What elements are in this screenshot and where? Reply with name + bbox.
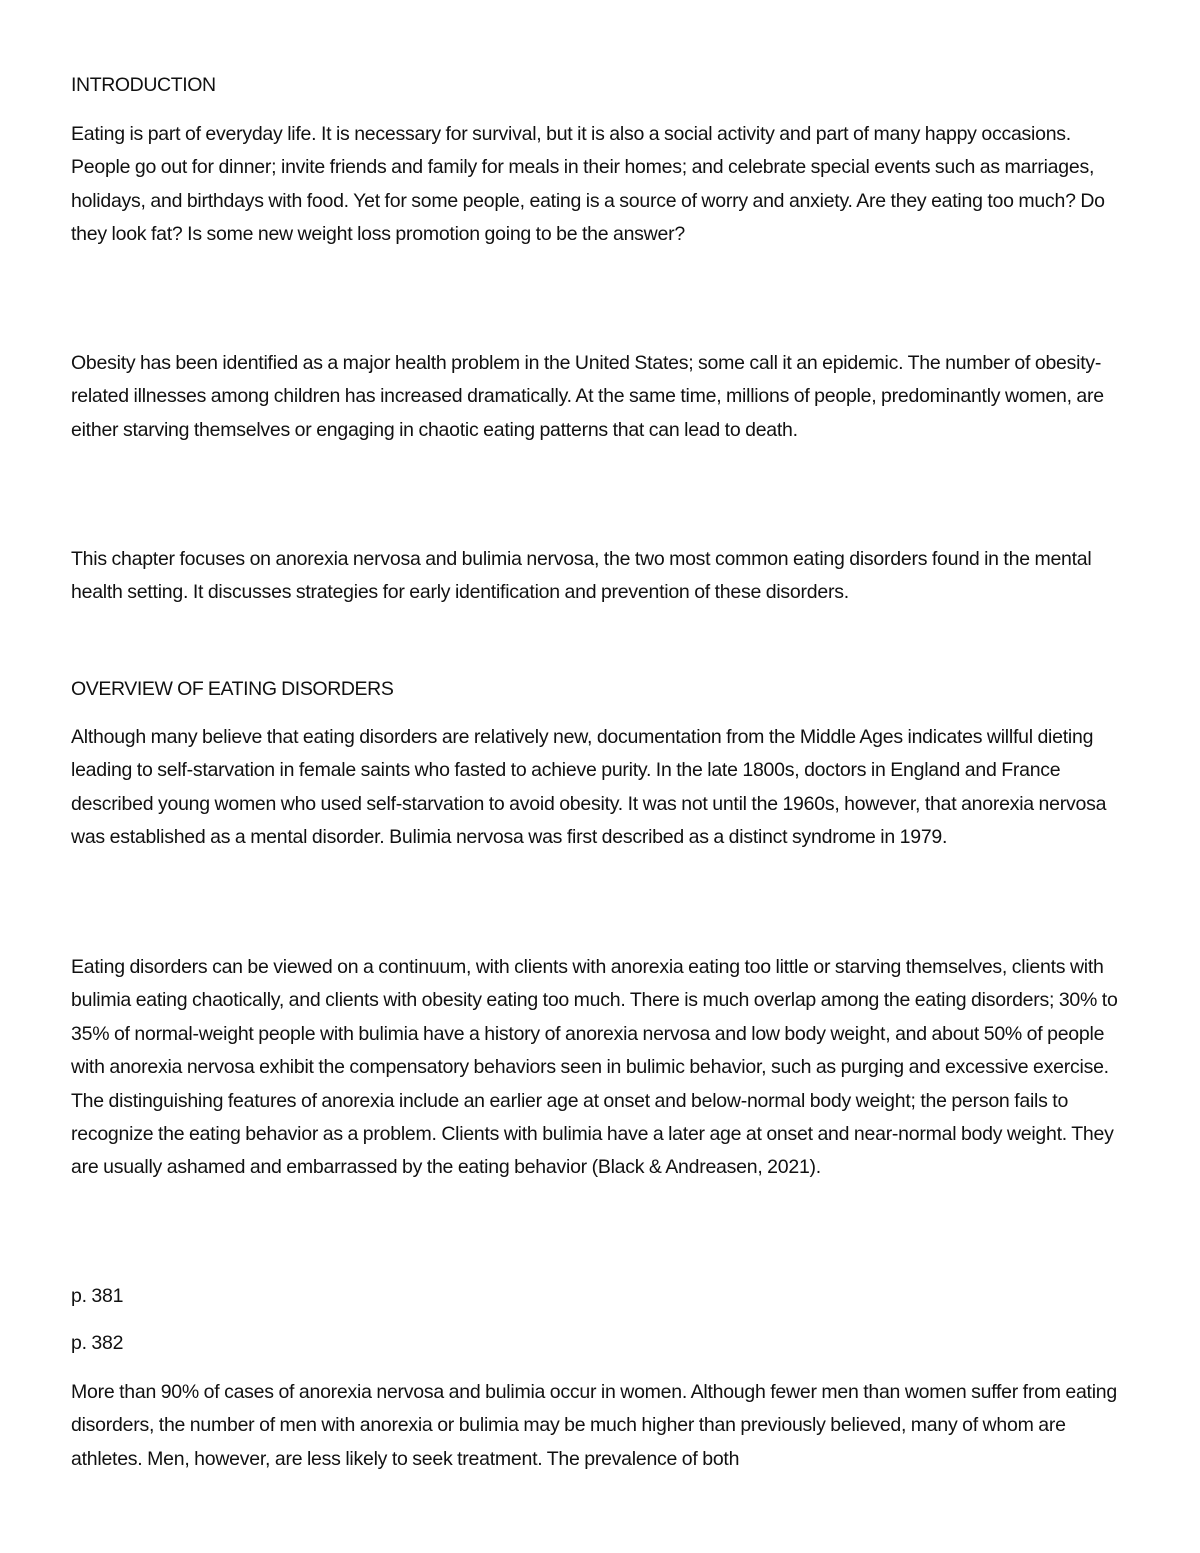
- section-heading-introduction: INTRODUCTION: [71, 74, 216, 96]
- page-marker-382: p. 382: [71, 1332, 124, 1354]
- paragraph-overview-prevalence: More than 90% of cases of anorexia nervosa and bulimia occur in women. Although fewer men than women suffer from eating disorders, the number of men with anorexia or bulimia may be much higher than previously believed, many of whom are athletes. Men, however, are less likely to seek treatment. The prevalence of both: [71, 1381, 1117, 1470]
- paragraph-intro-eating: Eating is part of everyday life. It is necessary for survival, but it is also a social activity and part of many happy occasions. People go out for dinner; invite friends and family for meals in their homes; and celebrate special events such as marriages, holidays, and birthdays with food. Yet for some people, eating is a source of worry and anxiety. Are they eating too much? Do they look fat? Is some new weight loss promotion going to be the answer?: [71, 123, 1105, 246]
- paragraph-intro-chapter-focus: This chapter focuses on anorexia nervosa and bulimia nervosa, the two most common eating disorders found in the mental health setting. It discusses strategies for early identification and prevention of these disorders.: [71, 548, 1092, 604]
- paragraph-intro-obesity: Obesity has been identified as a major health problem in the United States; some call it an epidemic. The number of obesity-related illnesses among children has increased dramatically. At the same time, millions of people, predominantly women, are either starving themselves or engaging in chaotic eating patterns that can lead to death.: [71, 352, 1104, 441]
- section-heading-overview: OVERVIEW OF EATING DISORDERS: [71, 678, 394, 700]
- paragraph-overview-history: Although many believe that eating disorders are relatively new, documentation from the Middle Ages indicates willful dieting leading to self-starvation in female saints who fasted to achieve purity. In the late 1800s, doctors in England and France described young women who used self-starvation to avoid obesity. It was not until the 1960s, however, that anorexia nervosa was established as a mental disorder. Bulimia nervosa was first described as a distinct syndrome in 1979.: [71, 726, 1107, 849]
- page-marker-381: p. 381: [71, 1285, 124, 1307]
- paragraph-overview-continuum: Eating disorders can be viewed on a continuum, with clients with anorexia eating too little or starving themselves, clients with bulimia eating chaotically, and clients with obesity eating too much. There is much overlap among the eating disorders; 30% to 35% of normal-weight people with bulimia have a history of anorexia nervosa and low body weight, and about 50% of people with anorexia nervosa exhibit the compensatory behaviors seen in bulimic behavior, such as purging and excessive exercise. The distinguishing features of anorexia include an earlier age at onset and below-normal body weight; the person fails to recognize the eating behavior as a problem. Clients with bulimia have a later age at onset and near-normal body weight. They are usually ashamed and embarrassed by the eating behavior (Black & Andreasen, 2021).: [71, 956, 1118, 1179]
